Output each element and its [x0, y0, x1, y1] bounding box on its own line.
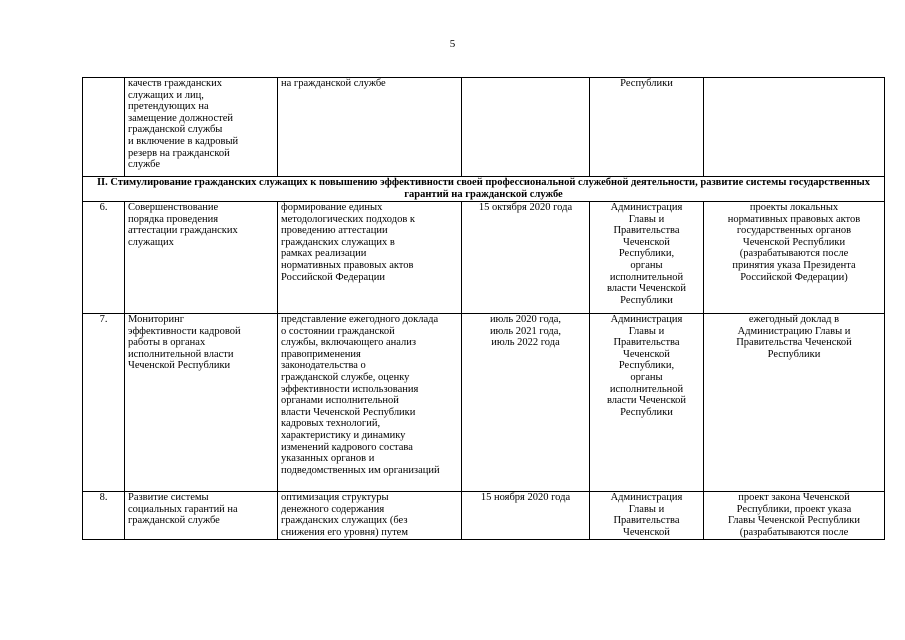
activity-responsible: Республики — [590, 78, 704, 177]
activity-measure: формирование единых методологических подходов к проведению аттестации гражданских служащих в рамках реализации нормативных правовых актов Российской Федерации — [278, 202, 462, 314]
table-row — [83, 492, 885, 540]
page-number: 5 — [449, 38, 456, 50]
activity-responsible: Администрация Главы и Правительства Чеченской — [590, 492, 704, 540]
section-heading-row — [83, 177, 885, 202]
activity-result — [704, 78, 885, 177]
activity-deadline: июль 2020 года, июль 2021 года, июль 2022 года — [462, 314, 590, 492]
activity-result: ежегодный доклад в Администрацию Главы и Правительства Чеченской Республики — [704, 314, 885, 492]
table-row — [83, 314, 885, 492]
activity-name: Развитие системы социальных гарантий на гражданской службе — [125, 492, 278, 540]
activity-result: проект закона Чеченской Республики, проект указа Главы Чеченской Республики (разрабатываются после — [704, 492, 885, 540]
activity-responsible: Администрация Главы и Правительства Чеченской Республики, органы исполнительной власти Чеченской Республики — [590, 202, 704, 314]
activity-result: проекты локальных нормативных правовых актов государственных органов Чеченской Республики (разрабатываются после принятия указа Президента Российской Федерации) — [704, 202, 885, 314]
section-title: II. Стимулирование гражданских служащих к повышению эффективности своей профессиональной служебной деятельности, развитие системы государственных гарантий на гражданской службе — [83, 177, 885, 202]
table-row — [83, 202, 885, 314]
activity-name: Совершенствование порядка проведения аттестации гражданских служащих — [125, 202, 278, 314]
activity-name: Мониторинг эффективности кадровой работы в органах исполнительной власти Чеченской Республики — [125, 314, 278, 492]
activity-deadline: 15 ноября 2020 года — [462, 492, 590, 540]
row-number: 7. — [83, 314, 125, 492]
activity-measure: на гражданской службе — [278, 78, 462, 177]
activity-measure: представление ежегодного доклада о состоянии гражданской службы, включающего анализ правоприменения законодательства о гражданской службе, оценку эффективности использования органами исполнительной власти Чеченской Республики кадровых технологий, характеристику и динамику изменений кадрового состава указанных органов и подведомственных им организаций — [278, 314, 462, 492]
activity-deadline — [462, 78, 590, 177]
row-number — [83, 78, 125, 177]
activity-measure: оптимизация структуры денежного содержания гражданских служащих (без снижения его уровня) путем — [278, 492, 462, 540]
row-number: 8. — [83, 492, 125, 540]
row-number: 6. — [83, 202, 125, 314]
activity-deadline: 15 октября 2020 года — [462, 202, 590, 314]
activity-name: качеств гражданских служащих и лиц, претендующих на замещение должностей гражданской службы и включение в кадровый резерв на гражданской службе — [125, 78, 278, 177]
activity-responsible: Администрация Главы и Правительства Чеченской Республики, органы исполнительной власти Чеченской Республики — [590, 314, 704, 492]
table-row — [83, 78, 885, 177]
plan-table — [82, 77, 885, 540]
